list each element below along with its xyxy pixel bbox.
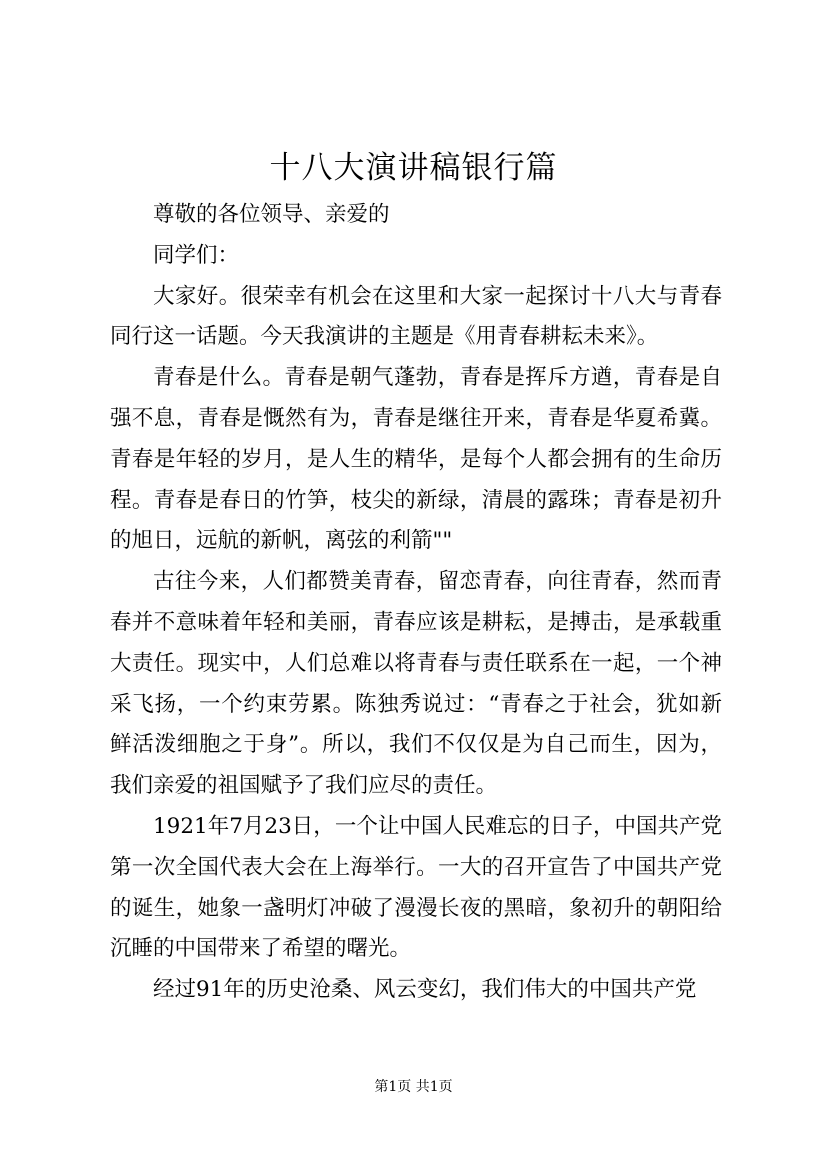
document-body bbox=[110, 195, 722, 1011]
paragraph-addressee: 同学们： bbox=[153, 242, 240, 268]
paragraph-salutation: 尊敬的各位领导、亲爱的 bbox=[153, 202, 390, 227]
paragraph-party-history: 经过91年的历史沧桑、风云变幻，我们伟大的中国共产党 bbox=[153, 977, 697, 1003]
paragraph-youth-definition: 青春是什么。青春是朝气蓬勃，青春是挥斥方遒，青春是自强不息，青春是慨然有为，青春是继往开来，青春是华夏希冀。青春是年轻的岁月，是人生的精华，是每个人都会拥有的生命历程。青春是春日的竹笋，枝尖的新绿，清晨的露珠；青春是初升的旭日，远航的新帆，离弦的利箭"" bbox=[110, 365, 722, 554]
paragraph-party-founding: 1921年7月23日，一个让中国人民难忘的日子，中国共产党第一次全国代表大会在上海举行。一大的召开宣告了中国共产党的诞生，她象一盏明灯冲破了漫漫长夜的黑暗，象初升的朝阳给沉睡的中国带来了希望的曙光。 bbox=[110, 813, 722, 962]
document-title: 十八大演讲稿银行篇 bbox=[269, 150, 558, 186]
paragraph-youth-responsibility: 古往今来，人们都赞美青春，留恋青春，向往青春，然而青春并不意味着年轻和美丽，青春应该是耕耘，是搏击，是承载重大责任。现实中，人们总难以将青春与责任联系在一起，一个神采飞扬，一个约束劳累。陈独秀说过：“青春之于社会，犹如新鲜活泼细胞之于身”。所以，我们不仅仅是为自己而生，因为，我们亲爱的祖国赋予了我们应尽的责任。 bbox=[110, 569, 722, 799]
page-number-footer: 第1页 共1页 bbox=[374, 1079, 453, 1095]
paragraph-greeting: 大家好。很荣幸有机会在这里和大家一起探讨十八大与青春同行这一话题。今天我演讲的主题是《用青春耕耘未来》。 bbox=[110, 283, 722, 350]
